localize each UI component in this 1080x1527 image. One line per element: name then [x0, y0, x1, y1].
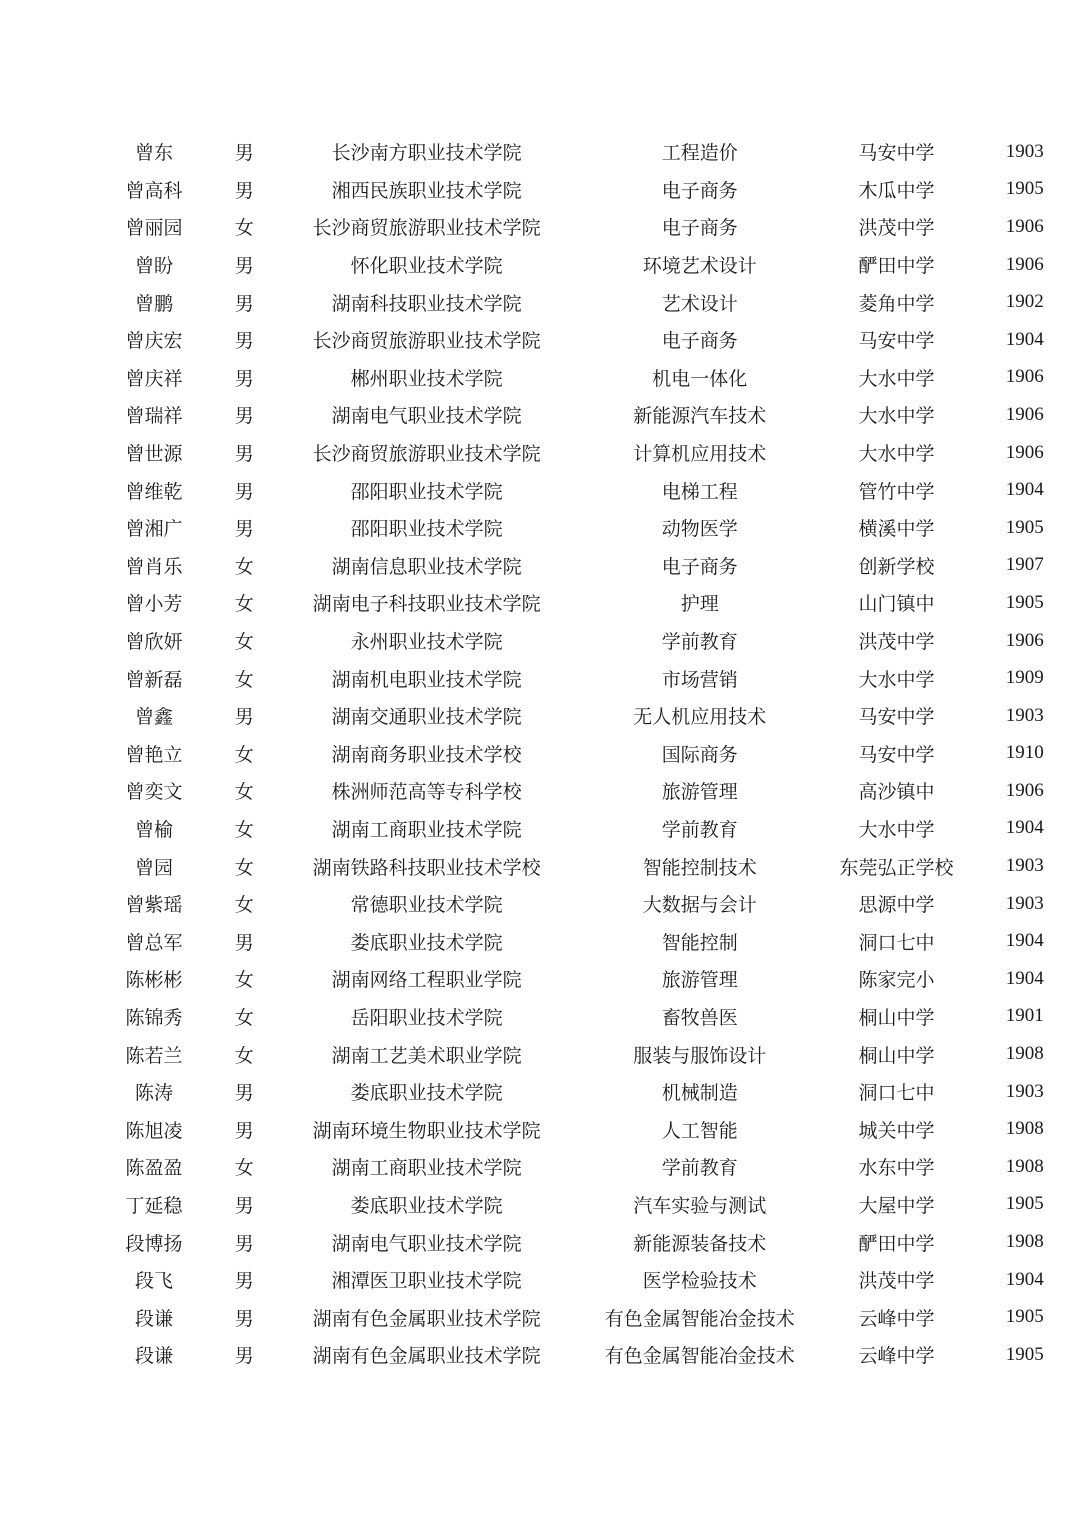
middle-school-cell: 木瓜中学: [858, 179, 935, 202]
college-cell: 湘西民族职业技术学院: [331, 179, 522, 202]
student-name-cell: 段博扬: [125, 1232, 183, 1255]
class-code-cell: 1904: [1005, 967, 1044, 989]
gender-cell: 男: [234, 142, 254, 165]
major-cell: 工程造价: [661, 142, 738, 165]
class-code-cell: 1904: [1005, 479, 1044, 501]
middle-school-cell: 大水中学: [858, 818, 935, 841]
gender-cell: 男: [234, 330, 254, 353]
major-cell: 国际商务: [661, 743, 738, 766]
student-name-cell: 曾高科: [125, 179, 183, 202]
college-cell: 邵阳职业技术学院: [350, 518, 503, 541]
student-name-cell: 曾盼: [135, 255, 174, 278]
table-row: [0, 1336, 1080, 1374]
student-name-cell: 曾东: [135, 142, 174, 165]
class-code-cell: 1906: [1005, 403, 1044, 425]
student-name-cell: 曾榆: [135, 818, 174, 841]
college-cell: 湖南工商职业技术学院: [331, 818, 522, 841]
college-cell: 湖南电气职业技术学院: [331, 1232, 522, 1255]
major-cell: 大数据与会计: [642, 894, 757, 917]
middle-school-cell: 菱角中学: [858, 292, 935, 315]
major-cell: 智能控制: [661, 931, 738, 954]
student-name-cell: 曾园: [135, 856, 174, 879]
table-row: [0, 1261, 1080, 1299]
gender-cell: 女: [234, 217, 254, 240]
student-name-cell: 曾丽园: [125, 217, 183, 240]
table-row: [0, 772, 1080, 810]
table-row: [0, 171, 1080, 209]
student-name-cell: 曾鑫: [135, 706, 174, 729]
major-cell: 旅游管理: [661, 781, 738, 804]
middle-school-cell: 马安中学: [858, 330, 935, 353]
student-name-cell: 段谦: [135, 1307, 174, 1330]
student-name-cell: 曾鹏: [135, 292, 174, 315]
table-row: [0, 960, 1080, 998]
student-name-cell: 曾总军: [125, 931, 183, 954]
college-cell: 湖南环境生物职业技术学院: [312, 1119, 541, 1142]
table-row: [0, 208, 1080, 246]
middle-school-cell: 高沙镇中: [858, 781, 935, 804]
major-cell: 动物医学: [661, 518, 738, 541]
middle-school-cell: 洪茂中学: [858, 1270, 935, 1293]
major-cell: 环境艺术设计: [642, 255, 757, 278]
major-cell: 电子商务: [661, 217, 738, 240]
class-code-cell: 1906: [1005, 441, 1044, 463]
class-code-cell: 1903: [1005, 140, 1044, 162]
major-cell: 电梯工程: [661, 480, 738, 503]
major-cell: 学前教育: [661, 818, 738, 841]
student-name-cell: 曾世源: [125, 443, 183, 466]
gender-cell: 女: [234, 555, 254, 578]
gender-cell: 女: [234, 743, 254, 766]
major-cell: 护理: [680, 593, 719, 616]
student-name-cell: 曾奕文: [125, 781, 183, 804]
middle-school-cell: 洞口七中: [858, 1082, 935, 1105]
gender-cell: 男: [234, 405, 254, 428]
gender-cell: 女: [234, 969, 254, 992]
student-name-cell: 陈锦秀: [125, 1006, 183, 1029]
middle-school-cell: 桐山中学: [858, 1006, 935, 1029]
major-cell: 机械制造: [661, 1082, 738, 1105]
class-code-cell: 1904: [1005, 328, 1044, 350]
gender-cell: 男: [234, 1270, 254, 1293]
middle-school-cell: 洞口七中: [858, 931, 935, 954]
table-row: [0, 810, 1080, 848]
college-cell: 株洲师范高等专科学校: [331, 781, 522, 804]
class-code-cell: 1910: [1005, 742, 1044, 764]
student-name-cell: 曾维乾: [125, 480, 183, 503]
class-code-cell: 1905: [1005, 1343, 1044, 1365]
gender-cell: 男: [234, 480, 254, 503]
middle-school-cell: 大水中学: [858, 668, 935, 691]
table-row: [0, 283, 1080, 321]
gender-cell: 女: [234, 593, 254, 616]
gender-cell: 男: [234, 179, 254, 202]
major-cell: 学前教育: [661, 1157, 738, 1180]
gender-cell: 男: [234, 1232, 254, 1255]
class-code-cell: 1903: [1005, 892, 1044, 914]
class-code-cell: 1905: [1005, 591, 1044, 613]
gender-cell: 女: [234, 1157, 254, 1180]
table-row: [0, 885, 1080, 923]
major-cell: 电子商务: [661, 555, 738, 578]
student-name-cell: 陈彬彬: [125, 969, 183, 992]
middle-school-cell: 管竹中学: [858, 480, 935, 503]
college-cell: 岳阳职业技术学院: [350, 1006, 503, 1029]
middle-school-cell: 水东中学: [858, 1157, 935, 1180]
college-cell: 湖南电气职业技术学院: [331, 405, 522, 428]
class-code-cell: 1906: [1005, 253, 1044, 275]
gender-cell: 女: [234, 1044, 254, 1067]
gender-cell: 男: [234, 443, 254, 466]
table-row: [0, 847, 1080, 885]
student-table: [0, 133, 1080, 1374]
college-cell: 长沙商贸旅游职业技术学院: [312, 330, 541, 353]
student-name-cell: 曾欣妍: [125, 631, 183, 654]
major-cell: 艺术设计: [661, 292, 738, 315]
middle-school-cell: 桐山中学: [858, 1044, 935, 1067]
gender-cell: 男: [234, 1194, 254, 1217]
college-cell: 湖南有色金属职业技术学院: [312, 1345, 541, 1368]
class-code-cell: 1906: [1005, 779, 1044, 801]
college-cell: 娄底职业技术学院: [350, 1194, 503, 1217]
major-cell: 畜牧兽医: [661, 1006, 738, 1029]
gender-cell: 女: [234, 1006, 254, 1029]
middle-school-cell: 酽田中学: [858, 255, 935, 278]
college-cell: 湖南网络工程职业学院: [331, 969, 522, 992]
major-cell: 服装与服饰设计: [633, 1044, 767, 1067]
class-code-cell: 1906: [1005, 215, 1044, 237]
major-cell: 有色金属智能冶金技术: [604, 1345, 795, 1368]
class-code-cell: 1902: [1005, 291, 1044, 313]
table-row: [0, 1223, 1080, 1261]
class-code-cell: 1903: [1005, 855, 1044, 877]
student-name-cell: 曾小芳: [125, 593, 183, 616]
college-cell: 怀化职业技术学院: [350, 255, 503, 278]
college-cell: 长沙商贸旅游职业技术学院: [312, 217, 541, 240]
middle-school-cell: 马安中学: [858, 706, 935, 729]
middle-school-cell: 大屋中学: [858, 1194, 935, 1217]
student-name-cell: 曾艳立: [125, 743, 183, 766]
middle-school-cell: 洪茂中学: [858, 217, 935, 240]
gender-cell: 男: [234, 518, 254, 541]
major-cell: 智能控制技术: [642, 856, 757, 879]
student-name-cell: 陈旭凌: [125, 1119, 183, 1142]
table-row: [0, 547, 1080, 585]
middle-school-cell: 陈家完小: [858, 969, 935, 992]
class-code-cell: 1903: [1005, 704, 1044, 726]
major-cell: 新能源汽车技术: [633, 405, 767, 428]
student-table-body: [0, 133, 1080, 1374]
class-code-cell: 1901: [1005, 1005, 1044, 1027]
college-cell: 邵阳职业技术学院: [350, 480, 503, 503]
college-cell: 长沙南方职业技术学院: [331, 142, 522, 165]
table-row: [0, 359, 1080, 397]
major-cell: 电子商务: [661, 330, 738, 353]
college-cell: 湖南有色金属职业技术学院: [312, 1307, 541, 1330]
major-cell: 医学检验技术: [642, 1270, 757, 1293]
class-code-cell: 1904: [1005, 1268, 1044, 1290]
middle-school-cell: 马安中学: [858, 743, 935, 766]
gender-cell: 男: [234, 292, 254, 315]
student-name-cell: 段飞: [135, 1270, 174, 1293]
class-code-cell: 1904: [1005, 817, 1044, 839]
middle-school-cell: 酽田中学: [858, 1232, 935, 1255]
major-cell: 旅游管理: [661, 969, 738, 992]
gender-cell: 男: [234, 367, 254, 390]
college-cell: 湖南工艺美术职业学院: [331, 1044, 522, 1067]
major-cell: 无人机应用技术: [633, 706, 767, 729]
middle-school-cell: 云峰中学: [858, 1345, 935, 1368]
gender-cell: 女: [234, 631, 254, 654]
middle-school-cell: 大水中学: [858, 405, 935, 428]
college-cell: 长沙商贸旅游职业技术学院: [312, 443, 541, 466]
table-row: [0, 697, 1080, 735]
college-cell: 湖南机电职业技术学院: [331, 668, 522, 691]
college-cell: 湖南铁路科技职业技术学校: [312, 856, 541, 879]
college-cell: 湘潭医卫职业技术学院: [331, 1270, 522, 1293]
table-row: [0, 1148, 1080, 1186]
class-code-cell: 1908: [1005, 1118, 1044, 1140]
class-code-cell: 1908: [1005, 1155, 1044, 1177]
class-code-cell: 1908: [1005, 1231, 1044, 1253]
class-code-cell: 1904: [1005, 930, 1044, 952]
college-cell: 湖南交通职业技术学院: [331, 706, 522, 729]
gender-cell: 女: [234, 856, 254, 879]
gender-cell: 女: [234, 781, 254, 804]
class-code-cell: 1906: [1005, 366, 1044, 388]
student-name-cell: 陈涛: [135, 1082, 174, 1105]
table-row: [0, 1298, 1080, 1336]
college-cell: 湖南电子科技职业技术学院: [312, 593, 541, 616]
middle-school-cell: 思源中学: [858, 894, 935, 917]
class-code-cell: 1908: [1005, 1043, 1044, 1065]
gender-cell: 男: [234, 1119, 254, 1142]
college-cell: 湖南信息职业技术学院: [331, 555, 522, 578]
table-row: [0, 471, 1080, 509]
table-row: [0, 246, 1080, 284]
gender-cell: 男: [234, 931, 254, 954]
gender-cell: 男: [234, 255, 254, 278]
middle-school-cell: 大水中学: [858, 367, 935, 390]
class-code-cell: 1907: [1005, 554, 1044, 576]
student-name-cell: 曾紫瑶: [125, 894, 183, 917]
table-row: [0, 1186, 1080, 1224]
table-row: [0, 396, 1080, 434]
student-name-cell: 曾新磊: [125, 668, 183, 691]
table-row: [0, 1073, 1080, 1111]
major-cell: 人工智能: [661, 1119, 738, 1142]
class-code-cell: 1905: [1005, 178, 1044, 200]
table-row: [0, 659, 1080, 697]
student-list-page: [0, 133, 1080, 1374]
table-row: [0, 321, 1080, 359]
class-code-cell: 1905: [1005, 516, 1044, 538]
major-cell: 学前教育: [661, 631, 738, 654]
college-cell: 娄底职业技术学院: [350, 931, 503, 954]
major-cell: 新能源装备技术: [633, 1232, 767, 1255]
table-row: [0, 1110, 1080, 1148]
gender-cell: 女: [234, 894, 254, 917]
table-row: [0, 735, 1080, 773]
middle-school-cell: 马安中学: [858, 142, 935, 165]
middle-school-cell: 城关中学: [858, 1119, 935, 1142]
student-name-cell: 曾瑞祥: [125, 405, 183, 428]
table-row: [0, 622, 1080, 660]
college-cell: 永州职业技术学院: [350, 631, 503, 654]
major-cell: 市场营销: [661, 668, 738, 691]
student-name-cell: 段谦: [135, 1345, 174, 1368]
table-row: [0, 434, 1080, 472]
middle-school-cell: 横溪中学: [858, 518, 935, 541]
student-name-cell: 曾肖乐: [125, 555, 183, 578]
middle-school-cell: 云峰中学: [858, 1307, 935, 1330]
major-cell: 有色金属智能冶金技术: [604, 1307, 795, 1330]
gender-cell: 女: [234, 818, 254, 841]
major-cell: 机电一体化: [652, 367, 748, 390]
middle-school-cell: 洪茂中学: [858, 631, 935, 654]
college-cell: 娄底职业技术学院: [350, 1082, 503, 1105]
gender-cell: 女: [234, 668, 254, 691]
table-row: [0, 922, 1080, 960]
college-cell: 湖南商务职业技术学校: [331, 743, 522, 766]
student-name-cell: 丁延稳: [125, 1194, 183, 1217]
student-name-cell: 陈若兰: [125, 1044, 183, 1067]
student-name-cell: 曾湘广: [125, 518, 183, 541]
class-code-cell: 1906: [1005, 629, 1044, 651]
class-code-cell: 1905: [1005, 1306, 1044, 1328]
table-row: [0, 133, 1080, 171]
table-row: [0, 584, 1080, 622]
middle-school-cell: 山门镇中: [858, 593, 935, 616]
gender-cell: 男: [234, 1082, 254, 1105]
table-row: [0, 509, 1080, 547]
gender-cell: 男: [234, 706, 254, 729]
college-cell: 郴州职业技术学院: [350, 367, 503, 390]
class-code-cell: 1905: [1005, 1193, 1044, 1215]
table-row: [0, 998, 1080, 1036]
major-cell: 计算机应用技术: [633, 443, 767, 466]
major-cell: 电子商务: [661, 179, 738, 202]
gender-cell: 男: [234, 1345, 254, 1368]
table-row: [0, 1035, 1080, 1073]
major-cell: 汽车实验与测试: [633, 1194, 767, 1217]
class-code-cell: 1903: [1005, 1080, 1044, 1102]
college-cell: 常德职业技术学院: [350, 894, 503, 917]
student-name-cell: 曾庆祥: [125, 367, 183, 390]
college-cell: 湖南工商职业技术学院: [331, 1157, 522, 1180]
middle-school-cell: 创新学校: [858, 555, 935, 578]
middle-school-cell: 东莞弘正学校: [839, 856, 954, 879]
gender-cell: 男: [234, 1307, 254, 1330]
middle-school-cell: 大水中学: [858, 443, 935, 466]
class-code-cell: 1909: [1005, 667, 1044, 689]
student-name-cell: 曾庆宏: [125, 330, 183, 353]
student-name-cell: 陈盈盈: [125, 1157, 183, 1180]
college-cell: 湖南科技职业技术学院: [331, 292, 522, 315]
